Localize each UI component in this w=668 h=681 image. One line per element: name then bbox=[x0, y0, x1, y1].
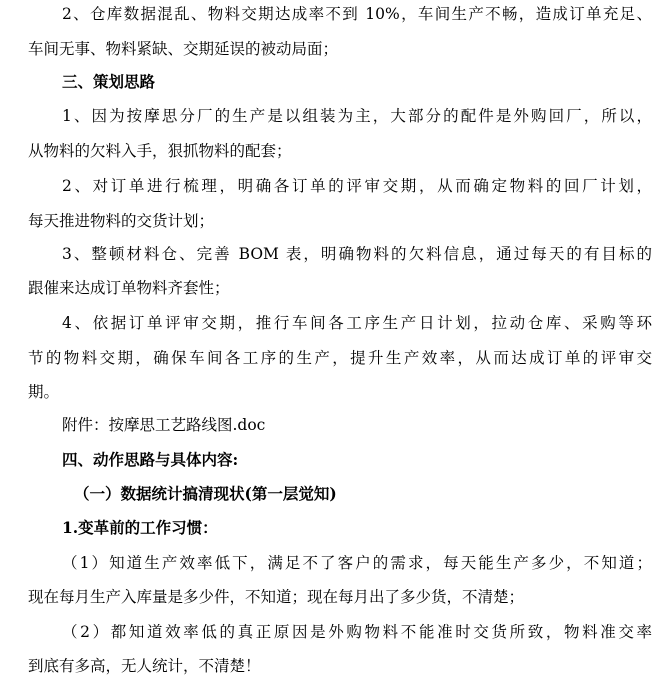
paragraph-line: 每天推进物料的交货计划； bbox=[28, 212, 215, 230]
attachment-line: 附件：按摩思工艺路线图.doc bbox=[62, 416, 266, 434]
paragraph-line: 车间无事、物料紧缺、交期延误的被动局面； bbox=[28, 40, 339, 58]
paragraph-line: （1）知道生产效率低下，满足不了客户的需求，每天能生产多少，不知道； bbox=[62, 554, 652, 572]
paragraph-line: 节的物料交期，确保车间各工序的生产，提升生产效率，从而达成订单的评审交 bbox=[28, 349, 652, 367]
paragraph-line: 现在每月生产入库量是多少件，不知道；现在每月出了多少货，不清楚； bbox=[28, 588, 525, 606]
paragraph-line: （2）都知道效率低的真正原因是外购物料不能准时交货所致，物料准交率 bbox=[62, 623, 652, 641]
subsection-heading: 1.变革前的工作习惯： bbox=[62, 518, 218, 537]
paragraph-line: 期。 bbox=[28, 383, 60, 401]
section-heading: 四、动作思路与具体内容: bbox=[62, 450, 239, 469]
section-heading: 三、策划思路 bbox=[62, 72, 156, 91]
paragraph-line: 4、依据订单评审交期，推行车间各工序生产日计划，拉动仓库、采购等环 bbox=[62, 314, 652, 332]
paragraph-line: 2、仓库数据混乱、物料交期达成率不到 10%，车间生产不畅，造成订单充足、 bbox=[62, 5, 652, 23]
paragraph-line: 到底有多高，无人统计，不清楚！ bbox=[28, 657, 261, 675]
paragraph-line: 1、因为按摩思分厂的生产是以组装为主，大部分的配件是外购回厂，所以， bbox=[62, 107, 652, 125]
paragraph-line: 跟催来达成订单物料齐套性； bbox=[28, 279, 230, 297]
subsection-heading: （一）数据统计搞清现状(第一层觉知) bbox=[74, 484, 337, 503]
paragraph-line: 从物料的欠料入手，狠抓物料的配套； bbox=[28, 142, 292, 160]
paragraph-line: 2、对订单进行梳理，明确各订单的评审交期，从而确定物料的回厂计划， bbox=[62, 177, 652, 195]
paragraph-line: 3、整顿材料仓、完善 BOM 表，明确物料的欠料信息，通过每天的有目标的 bbox=[62, 245, 652, 263]
